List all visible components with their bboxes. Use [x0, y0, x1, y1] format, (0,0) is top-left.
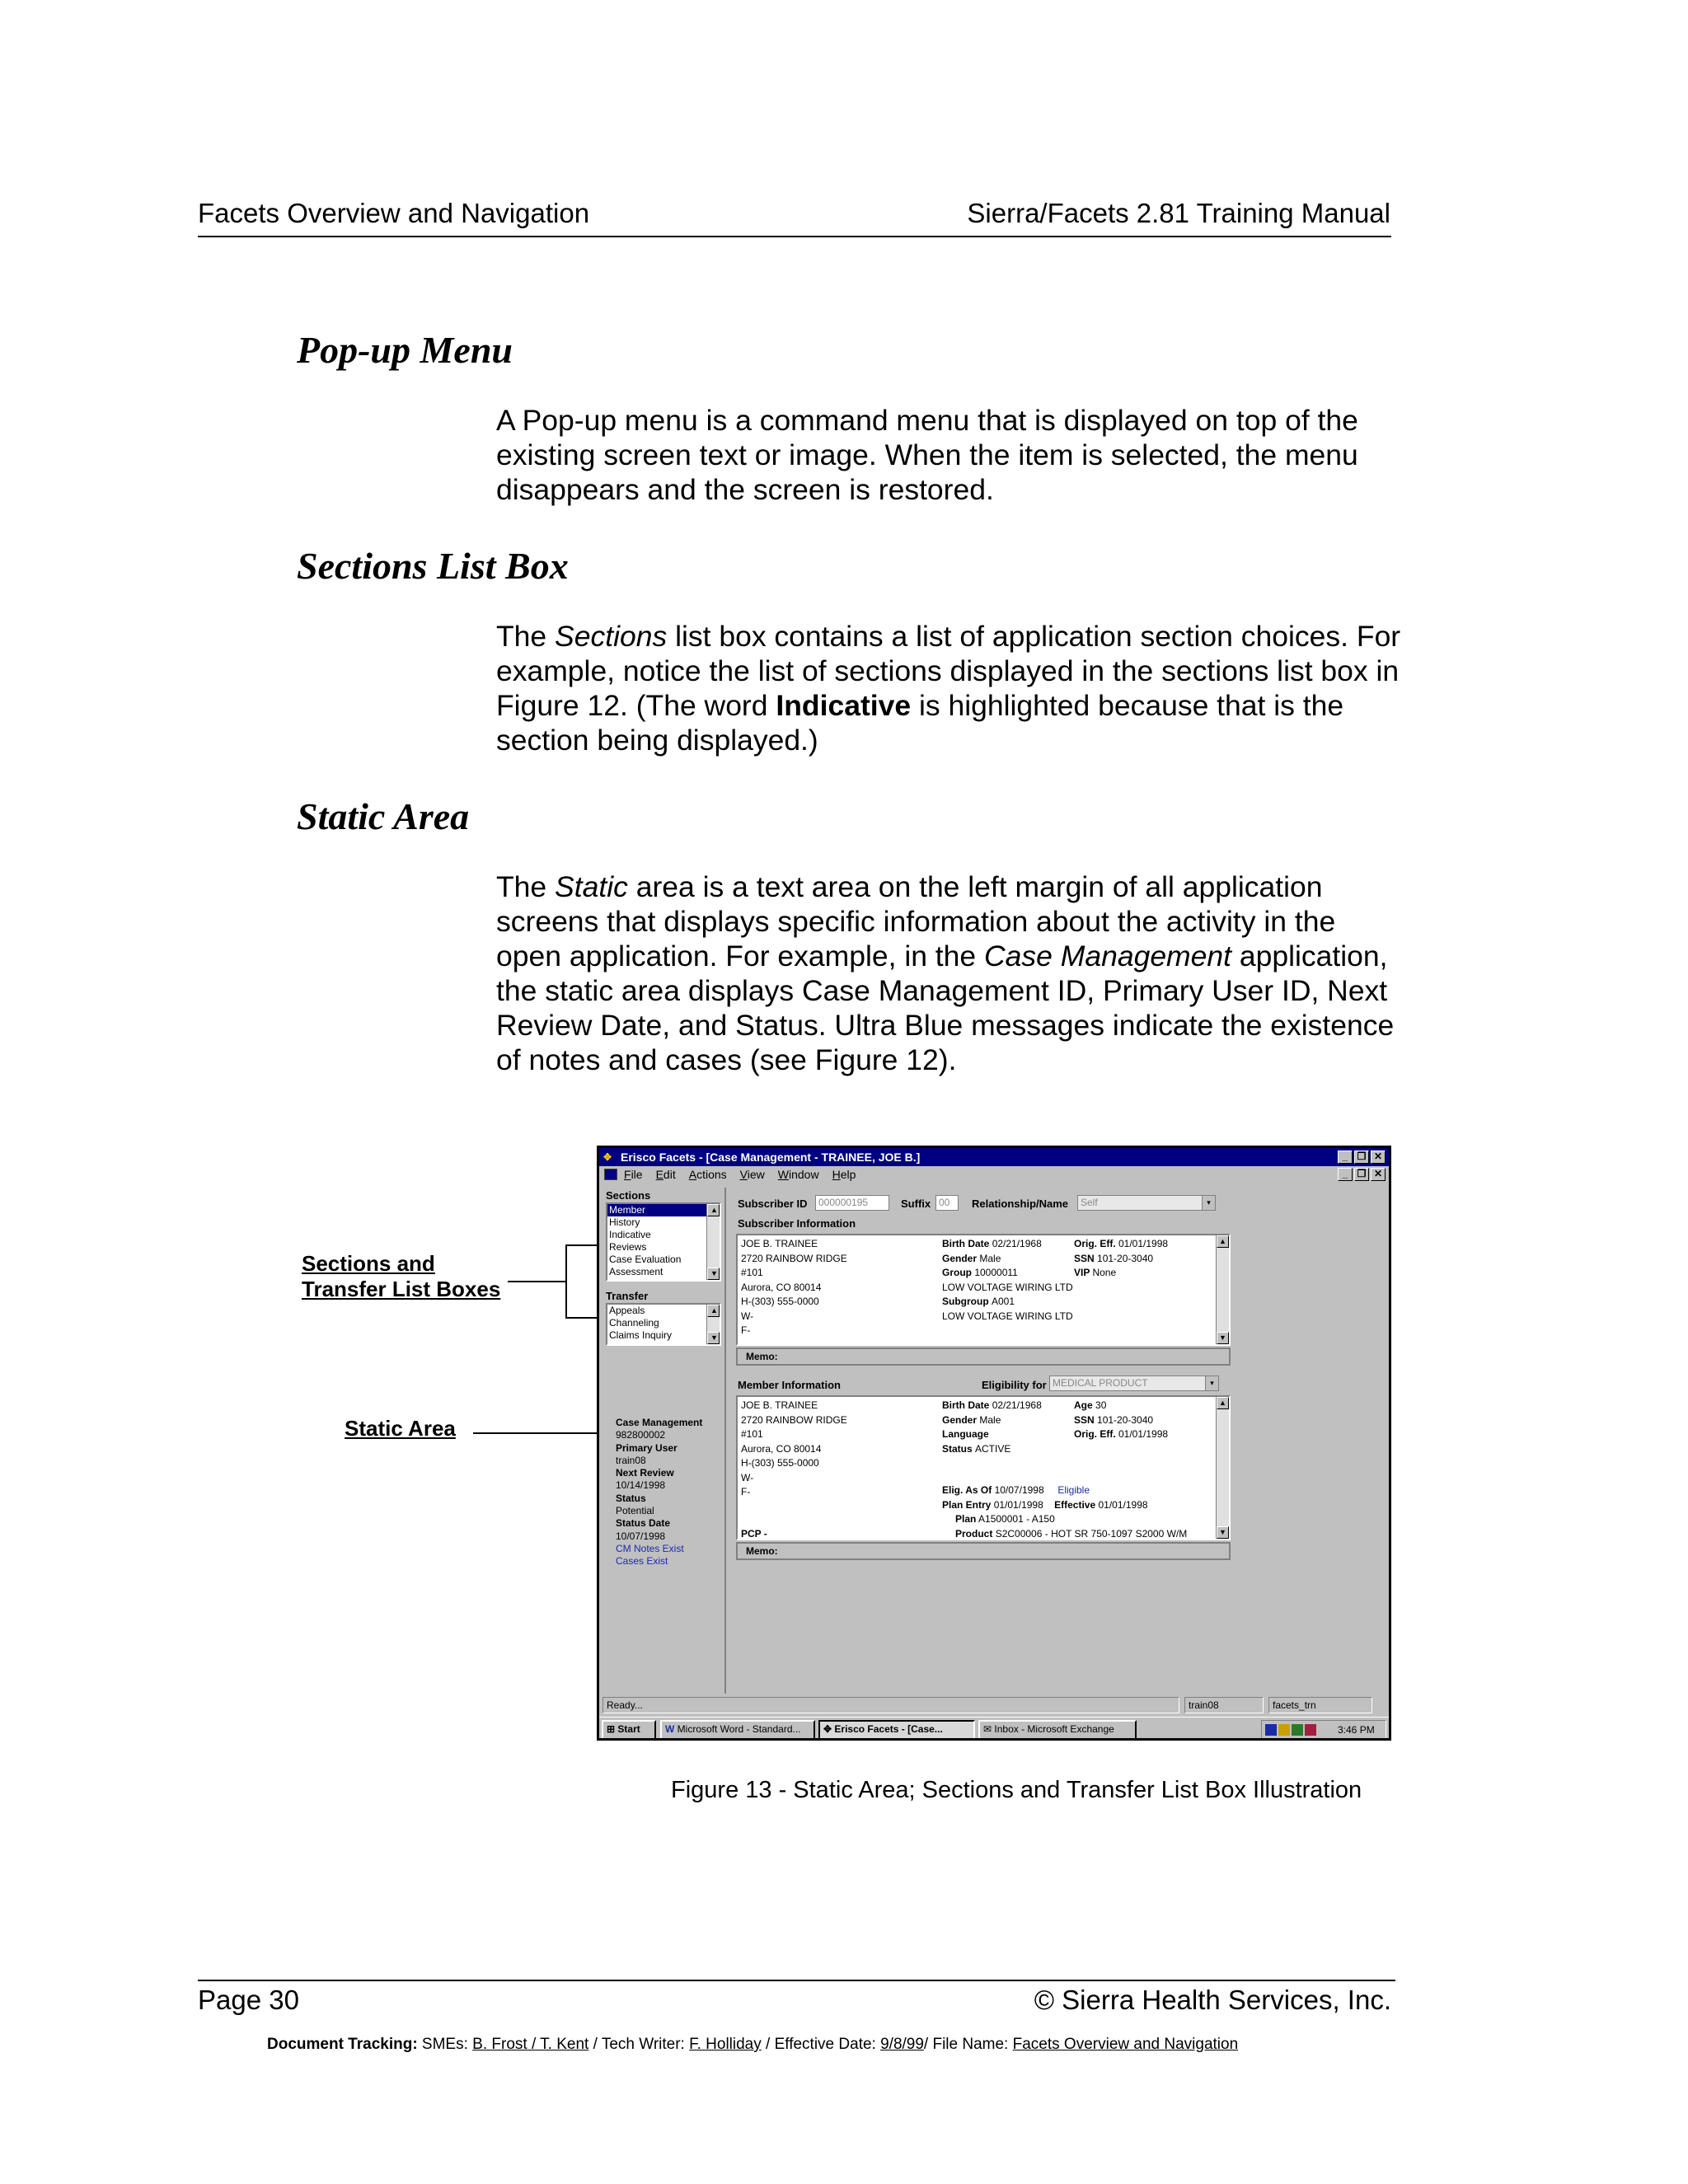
main-content: [733, 1188, 1386, 1694]
detail-row: LOW VOLTAGE WIRING LTD: [942, 1310, 1073, 1322]
facets-app-icon: ✥: [603, 1151, 612, 1163]
subscriber-details: [942, 1237, 1073, 1324]
address-line: #101: [741, 1428, 763, 1440]
plan-entry-value: 01/01/1998: [993, 1498, 1043, 1511]
detail-row: SSN 101-20-3040: [1074, 1413, 1154, 1426]
section-title-popup-menu: Pop-up Menu: [297, 329, 513, 371]
facets-icon: ✥: [823, 1723, 832, 1735]
static-info-line: CM Notes Exist: [616, 1542, 684, 1554]
transfer-item[interactable]: Claims Inquiry: [609, 1329, 673, 1341]
menubar: [599, 1166, 1389, 1183]
subscriber-address: [741, 1237, 847, 1338]
eligibility-label: Eligibility for: [982, 1379, 1047, 1391]
address-line: JOE B. TRAINEE: [741, 1399, 818, 1411]
detail-row: SSN 101-20-3040: [1074, 1252, 1154, 1264]
detail-row: Status ACTIVE: [942, 1442, 1011, 1455]
address-line: 2720 RAINBOW RIDGE: [741, 1252, 847, 1264]
running-header-right: Sierra/Facets 2.81 Training Manual: [967, 198, 1390, 228]
restore-icon[interactable]: ❐: [1354, 1151, 1369, 1164]
running-header-left: Facets Overview and Navigation: [198, 198, 590, 228]
static-info-line: Cases Exist: [616, 1555, 668, 1568]
address-line: Aurora, CO 80014: [741, 1442, 822, 1455]
detail-row: Language: [942, 1428, 989, 1440]
callout-leader-static: [473, 1432, 610, 1434]
transfer-scrollbar[interactable]: [706, 1305, 720, 1344]
detail-row: Gender Male: [942, 1252, 1001, 1264]
address-line: 2720 RAINBOW RIDGE: [741, 1413, 847, 1426]
detail-row: Orig. Eff. 01/01/1998: [1074, 1428, 1169, 1440]
static-info-line: 10/07/1998: [616, 1530, 666, 1542]
start-button[interactable]: ⊞ Start: [602, 1720, 656, 1740]
suffix-field[interactable]: 00: [935, 1195, 959, 1211]
scroll-down-icon[interactable]: ▼: [707, 1268, 720, 1280]
detail-row: Birth Date 02/21/1968: [942, 1238, 1042, 1249]
static-info-line: Case Management: [616, 1417, 703, 1428]
document-icon: [604, 1169, 617, 1180]
window-titlebar: [599, 1148, 1389, 1166]
elig-as-of-value: 10/07/1998: [994, 1484, 1044, 1496]
detail-row: Subgroup A001: [942, 1296, 1015, 1307]
menu-view[interactable]: View: [739, 1168, 765, 1181]
lock-icon[interactable]: [1278, 1724, 1290, 1736]
detail-row: VIP None: [1074, 1267, 1117, 1278]
clock: 3:46 PM: [1338, 1724, 1375, 1736]
member-memo[interactable]: Memo:: [736, 1542, 1231, 1560]
word-icon: W: [665, 1723, 675, 1735]
section-body-popup-menu: A Pop-up menu is a command menu that is displayed on top of the existing screen text or image. When the item is selected, the menu disappears and the screen is restored.: [496, 404, 1358, 506]
static-info-line: Potential: [616, 1505, 654, 1517]
plan-entry-label: Plan Entry: [942, 1498, 992, 1511]
monitor-icon[interactable]: [1292, 1724, 1303, 1736]
product-label: Product: [955, 1527, 993, 1540]
windows-logo-icon: ⊞: [607, 1723, 616, 1735]
sections-item[interactable]: Reviews: [609, 1241, 647, 1253]
transfer-list-box[interactable]: [606, 1303, 721, 1346]
eligibility-dropdown[interactable]: [1049, 1376, 1219, 1391]
windows-taskbar: [599, 1717, 1389, 1741]
relationship-value: Self: [1081, 1197, 1098, 1208]
address-line: H-(303) 555-0000: [741, 1296, 819, 1307]
static-info-line: train08: [616, 1454, 646, 1466]
detail-row: LOW VOLTAGE WIRING LTD: [942, 1281, 1073, 1293]
footer-rule: [198, 1980, 1395, 1981]
scroll-up-icon[interactable]: ▲: [1217, 1397, 1229, 1409]
plan-label: Plan: [955, 1513, 977, 1525]
subscriber-details-right: [1074, 1237, 1168, 1281]
product-value: S2C00006 - HOT SR 750-1097 S2000 W/M: [995, 1527, 1188, 1540]
menu-edit[interactable]: Edit: [655, 1168, 676, 1181]
sections-item[interactable]: History: [609, 1216, 640, 1228]
elig-as-of-label: Elig. As Of: [942, 1484, 992, 1496]
callout-sections-transfer: Sections and Transfer List Boxes: [302, 1251, 501, 1301]
address-line: JOE B. TRAINEE: [741, 1238, 818, 1249]
static-info-line: Primary User: [616, 1441, 678, 1454]
member-details: [942, 1399, 1042, 1456]
header-rule: [198, 236, 1391, 237]
scroll-down-icon[interactable]: ▼: [707, 1332, 720, 1344]
window-title: Erisco Facets - [Case Management - TRAINEE, JOE B.]: [621, 1151, 921, 1164]
child-restore-icon[interactable]: ❐: [1354, 1168, 1369, 1181]
status-bar: [601, 1697, 1387, 1713]
sections-item[interactable]: Case Evaluation: [609, 1254, 682, 1265]
scroll-down-icon[interactable]: ▼: [1217, 1332, 1229, 1344]
network-icon[interactable]: [1265, 1724, 1277, 1736]
member-details-right: [1074, 1399, 1168, 1442]
scroll-up-icon[interactable]: ▲: [707, 1305, 720, 1317]
facets-window: [597, 1146, 1391, 1741]
detail-row: Age 30: [1074, 1399, 1107, 1411]
address-line: W-: [741, 1310, 754, 1322]
relationship-label: Relationship/Name: [972, 1197, 1069, 1210]
address-line: W-: [741, 1471, 754, 1483]
relationship-dropdown[interactable]: [1077, 1195, 1216, 1211]
detail-row: Birth Date 02/21/1968: [942, 1399, 1042, 1411]
callout-static-area: Static Area: [345, 1416, 456, 1441]
member-address: [741, 1399, 847, 1500]
close-icon[interactable]: ✕: [1371, 1151, 1386, 1164]
system-tray: [1261, 1720, 1386, 1740]
page-number: Page 30: [198, 1985, 299, 2015]
eligible-status: Eligible: [1057, 1484, 1090, 1496]
sections-list-box[interactable]: [606, 1202, 721, 1282]
static-info-line: 10/14/1998: [616, 1479, 666, 1492]
subscriber-info-panel: [736, 1234, 1231, 1346]
status-database: facets_trn: [1268, 1697, 1372, 1713]
member-scrollbar[interactable]: [1216, 1397, 1229, 1539]
dropdown-arrow-icon[interactable]: ▾: [1205, 1376, 1218, 1390]
member-info-label: Member Information: [738, 1379, 841, 1391]
taskbar-inbox-button[interactable]: ✉ Inbox - Microsoft Exchange: [978, 1720, 1137, 1740]
static-info-line: 982800002: [616, 1429, 666, 1441]
effective-label: Effective: [1054, 1498, 1096, 1511]
section-body-sections-list-box: The Sections list box contains a list of application section choices. For example, notice the list of sections displayed in the sections list box in Figure 12. (The word Indicative is highlighted because that is the section being displayed.): [496, 620, 1401, 757]
shield-icon[interactable]: [1305, 1724, 1316, 1736]
sections-label: Sections: [606, 1189, 651, 1202]
sections-item[interactable]: Indicative: [609, 1229, 651, 1240]
member-eligibility: [942, 1483, 1187, 1540]
plan-value: A1500001 - A150: [978, 1513, 1055, 1525]
sections-item[interactable]: Assessment: [609, 1266, 663, 1277]
static-info-line: Next Review: [616, 1467, 674, 1479]
child-close-icon[interactable]: ✕: [1371, 1168, 1386, 1181]
transfer-item[interactable]: Appeals: [609, 1305, 645, 1316]
subscriber-memo[interactable]: Memo:: [736, 1347, 1231, 1366]
status-message: Ready...: [603, 1697, 1179, 1713]
subscriber-id-field[interactable]: 000000195: [815, 1195, 889, 1211]
inbox-icon: ✉: [983, 1723, 992, 1735]
section-title-sections-list-box: Sections List Box: [297, 545, 569, 587]
address-line: F-: [741, 1324, 751, 1336]
detail-row: Gender Male: [942, 1413, 1001, 1426]
dropdown-arrow-icon[interactable]: ▾: [1202, 1196, 1215, 1210]
menu-help[interactable]: Help: [832, 1168, 856, 1181]
child-minimize-icon[interactable]: _: [1338, 1168, 1353, 1181]
transfer-label: Transfer: [606, 1290, 649, 1302]
address-line: F-: [741, 1486, 751, 1497]
static-info-line: Status: [616, 1492, 646, 1504]
static-info-line: Status Date: [616, 1517, 671, 1530]
detail-row: Orig. Eff. 01/01/1998: [1074, 1238, 1169, 1249]
subscriber-id-label: Subscriber ID: [738, 1197, 808, 1210]
static-info-block: [616, 1417, 702, 1568]
copyright: © Sierra Health Services, Inc.: [1034, 1985, 1391, 2015]
suffix-label: Suffix: [901, 1197, 931, 1210]
scroll-up-icon[interactable]: ▲: [707, 1204, 720, 1216]
subscriber-info-label: Subscriber Information: [738, 1217, 856, 1230]
pcp-label: PCP -: [741, 1528, 767, 1540]
callout-leader-line: [508, 1281, 567, 1282]
address-line: Aurora, CO 80014: [741, 1281, 822, 1293]
menu-file[interactable]: File: [624, 1168, 643, 1181]
subscriber-scrollbar[interactable]: [1216, 1235, 1229, 1344]
section-body-static-area: The Static area is a text area on the left margin of all application screens that displays specific information about the activity in the open application. For example, in the Case Management application, the static area displays Case Management ID, Primary User ID, Next Review Date, and Status. Ultra Blue messages indicate the existence of notes and cases (see Figure 12).: [496, 870, 1395, 1076]
taskbar-facets-button[interactable]: ✥ Erisco Facets - [Case...: [818, 1720, 975, 1740]
document-tracking: Document Tracking: SMEs: B. Frost / T. Kent / Tech Writer: F. Holliday / Effective Date: 9/8/99/ File Name: Facets Overview and Navigation: [267, 2036, 1239, 2053]
transfer-item[interactable]: Channeling: [609, 1317, 659, 1329]
detail-row: Group 10000011: [942, 1267, 1018, 1278]
taskbar-word-button[interactable]: W Microsoft Word - Standard...: [660, 1720, 815, 1740]
section-title-static-area: Static Area: [297, 795, 470, 837]
scroll-up-icon[interactable]: ▲: [1217, 1235, 1229, 1248]
address-line: H-(303) 555-0000: [741, 1457, 819, 1469]
scroll-down-icon[interactable]: ▼: [1217, 1526, 1229, 1539]
effective-value: 01/01/1998: [1098, 1498, 1148, 1511]
minimize-icon[interactable]: _: [1338, 1151, 1353, 1164]
sections-item[interactable]: Member: [607, 1204, 720, 1216]
menu-actions[interactable]: Actions: [688, 1168, 727, 1181]
address-line: #101: [741, 1267, 763, 1278]
callout-bracket-line: [565, 1244, 567, 1319]
member-info-panel: [736, 1395, 1231, 1540]
eligibility-value: MEDICAL PRODUCT: [1053, 1377, 1148, 1389]
sections-scrollbar[interactable]: [706, 1204, 720, 1280]
figure-caption: Figure 13 - Static Area; Sections and Transfer List Box Illustration: [671, 1777, 1362, 1803]
status-user: train08: [1184, 1697, 1264, 1713]
static-area: [603, 1188, 726, 1694]
menu-window[interactable]: Window: [777, 1168, 819, 1181]
